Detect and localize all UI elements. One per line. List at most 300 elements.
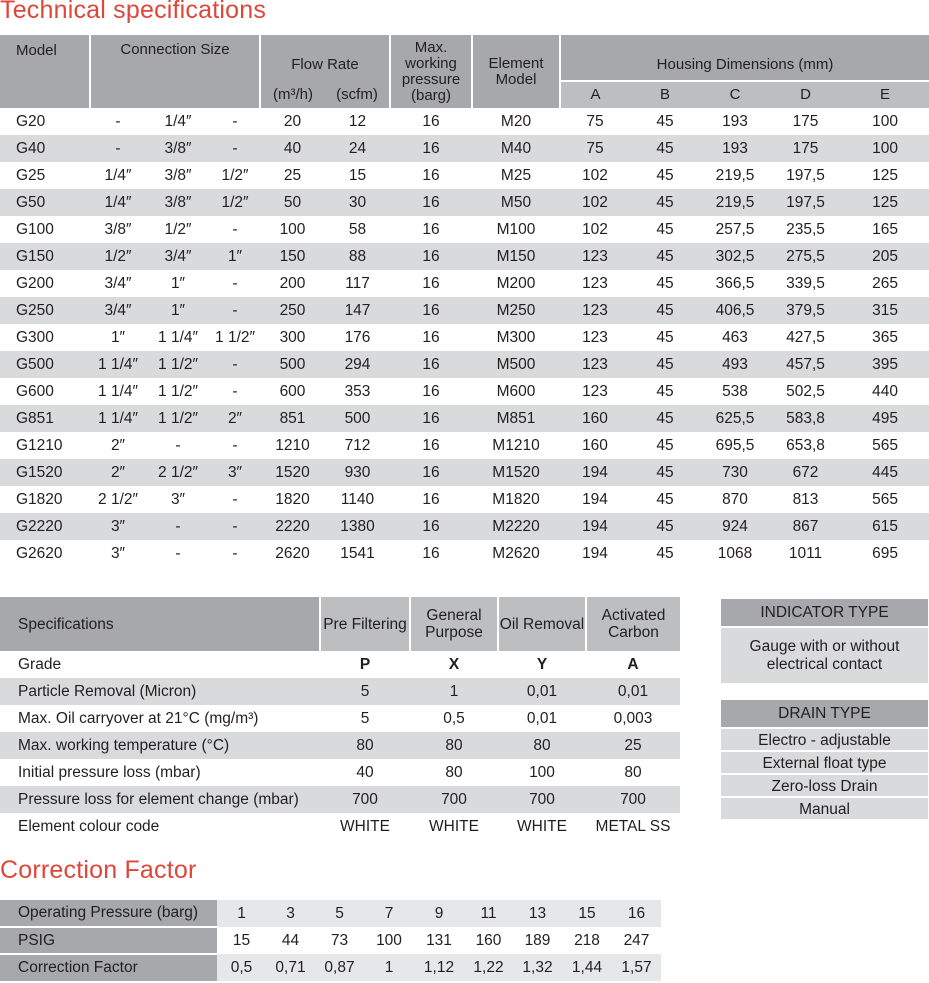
table-cell: 16 bbox=[422, 112, 440, 130]
table-cell: 1011 bbox=[788, 544, 823, 562]
table-row bbox=[0, 324, 929, 351]
table-cell: 265 bbox=[872, 274, 898, 292]
table-cell: 500 bbox=[325, 405, 390, 432]
table-cell: G20 bbox=[16, 112, 46, 130]
table-cell: - bbox=[232, 382, 238, 400]
table-cell: M851 bbox=[472, 405, 560, 432]
table-row bbox=[0, 297, 929, 324]
table-cell: 175 bbox=[770, 135, 841, 162]
table-row bbox=[0, 243, 929, 270]
page-title: Technical specifications bbox=[0, 0, 267, 24]
table-cell: 3/8″ bbox=[146, 135, 210, 162]
spec-value: 700 bbox=[410, 786, 498, 813]
table-cell: 58 bbox=[348, 220, 367, 238]
correction-value: 0,71 bbox=[266, 954, 315, 981]
table-cell: 30 bbox=[325, 189, 390, 216]
correction-value: 11 bbox=[464, 900, 513, 927]
table-cell: 24 bbox=[325, 135, 390, 162]
table-cell: 16 bbox=[422, 274, 440, 292]
table-row bbox=[0, 351, 929, 378]
table-cell: 125 bbox=[872, 166, 898, 184]
spec-value: 0,003 bbox=[613, 709, 653, 727]
filter-specifications-table bbox=[0, 597, 680, 840]
table-cell: 250 bbox=[260, 297, 325, 324]
table-cell: 45 bbox=[630, 297, 700, 324]
table-cell: 123 bbox=[582, 382, 608, 400]
table-cell: 1 1/4″ bbox=[90, 405, 146, 432]
correction-row bbox=[0, 927, 661, 954]
table-cell: 16 bbox=[390, 135, 472, 162]
table-cell: 88 bbox=[325, 243, 390, 270]
table-cell: 45 bbox=[630, 513, 700, 540]
table-cell: 440 bbox=[872, 382, 898, 400]
header-dim-a: A bbox=[560, 81, 630, 108]
table-cell: 3/4″ bbox=[146, 243, 210, 270]
spec-label: Max. Oil carryover at 21°C (mg/m³) bbox=[18, 709, 259, 727]
table-cell: 3/4″ bbox=[104, 274, 132, 292]
correction-label: Operating Pressure (barg) bbox=[0, 900, 217, 927]
table-cell: 219,5 bbox=[715, 166, 755, 184]
table-cell: 565 bbox=[872, 490, 898, 508]
spec-value: 700 bbox=[498, 786, 586, 813]
table-cell: 45 bbox=[630, 189, 700, 216]
table-cell: 1140 bbox=[340, 490, 375, 508]
correction-value: 7 bbox=[364, 900, 414, 927]
header-pressure: Max. working pressure (barg) bbox=[390, 35, 472, 108]
spec-header-activated-carbon: Activated Carbon bbox=[586, 597, 680, 651]
correction-value: 131 bbox=[414, 927, 464, 954]
table-cell: 45 bbox=[656, 436, 674, 454]
table-cell: 16 bbox=[422, 166, 440, 184]
table-cell: 75 bbox=[560, 135, 630, 162]
table-cell: 851 bbox=[260, 405, 325, 432]
table-cell: 930 bbox=[325, 459, 390, 486]
table-cell: 300 bbox=[279, 328, 306, 346]
correction-value: 0,87 bbox=[315, 954, 364, 981]
table-cell: 117 bbox=[345, 274, 370, 292]
table-cell: 16 bbox=[422, 382, 440, 400]
table-cell: 1 1/2″ bbox=[146, 351, 210, 378]
table-cell: 3/8″ bbox=[164, 166, 192, 184]
table-cell: M1210 bbox=[492, 436, 540, 454]
correction-value: 1,12 bbox=[414, 954, 464, 981]
table-cell: 1380 bbox=[325, 513, 390, 540]
table-cell: - bbox=[232, 490, 238, 508]
table-cell: 20 bbox=[283, 112, 302, 130]
table-cell: 12 bbox=[348, 112, 367, 130]
table-cell: 100 bbox=[279, 220, 306, 238]
table-cell: 1520 bbox=[260, 459, 325, 486]
table-cell: 257,5 bbox=[715, 220, 755, 238]
table-cell: M2220 bbox=[472, 513, 560, 540]
spec-value: X bbox=[448, 655, 460, 673]
header-connection-size: Connection Size bbox=[90, 35, 260, 108]
table-cell: 353 bbox=[344, 382, 371, 400]
table-cell: 123 bbox=[582, 328, 608, 346]
table-cell: 123 bbox=[560, 243, 630, 270]
table-row bbox=[0, 540, 929, 567]
drain-type-item: Zero-loss Drain bbox=[721, 773, 928, 796]
table-cell: 16 bbox=[422, 436, 440, 454]
table-cell: G25 bbox=[16, 166, 46, 184]
correction-value: 247 bbox=[612, 927, 661, 954]
table-row bbox=[0, 486, 929, 513]
spec-value: Y bbox=[536, 655, 548, 673]
table-cell: 3″ bbox=[90, 513, 146, 540]
table-row bbox=[0, 189, 929, 216]
table-cell: 1″ bbox=[110, 328, 126, 346]
spec-label: Max. working temperature (°C) bbox=[0, 732, 320, 759]
spec-value: 25 bbox=[586, 732, 680, 759]
table-cell: - bbox=[232, 274, 238, 292]
table-cell: 1 1/2″ bbox=[158, 382, 198, 400]
table-cell: G500 bbox=[0, 351, 90, 378]
table-cell: 2 1/2″ bbox=[98, 490, 138, 508]
table-cell: 538 bbox=[722, 382, 748, 400]
table-cell: 294 bbox=[325, 351, 390, 378]
table-cell: 502,5 bbox=[786, 382, 825, 400]
table-cell: 1210 bbox=[275, 436, 310, 454]
table-cell: G851 bbox=[0, 405, 90, 432]
table-row bbox=[0, 432, 929, 459]
table-cell: 1/2″ bbox=[221, 166, 249, 184]
table-cell: 583,8 bbox=[770, 405, 841, 432]
table-cell: 695,5 bbox=[715, 436, 755, 454]
table-cell: - bbox=[232, 544, 238, 562]
table-cell: 339,5 bbox=[786, 274, 825, 292]
header-housing-dimensions: Housing Dimensions (mm) bbox=[560, 35, 929, 81]
table-cell: 457,5 bbox=[770, 351, 841, 378]
table-cell: 3/8″ bbox=[146, 189, 210, 216]
table-cell: - bbox=[90, 135, 146, 162]
table-cell: 463 bbox=[722, 328, 748, 346]
table-cell: 193 bbox=[700, 135, 770, 162]
spec-value: WHITE bbox=[517, 817, 567, 835]
table-cell: M20 bbox=[500, 112, 532, 130]
table-cell: 194 bbox=[560, 513, 630, 540]
table-cell: 495 bbox=[841, 405, 929, 432]
table-cell: 1 1/2″ bbox=[146, 405, 210, 432]
table-cell: 100 bbox=[841, 135, 929, 162]
header-dim-c: C bbox=[700, 81, 770, 108]
table-cell: - bbox=[210, 297, 260, 324]
spec-row bbox=[0, 786, 680, 813]
technical-spec-table bbox=[0, 35, 929, 567]
correction-value: 16 bbox=[612, 900, 661, 927]
spec-value: 700 bbox=[586, 786, 680, 813]
spec-value: 1 bbox=[410, 678, 498, 705]
table-cell: 1820 bbox=[275, 490, 310, 508]
table-cell: M50 bbox=[472, 189, 560, 216]
table-cell: - bbox=[115, 112, 121, 130]
table-cell: 50 bbox=[260, 189, 325, 216]
table-cell: M100 bbox=[496, 220, 536, 238]
table-cell: 493 bbox=[700, 351, 770, 378]
table-cell: 45 bbox=[656, 382, 674, 400]
table-cell: 16 bbox=[390, 297, 472, 324]
table-cell: G1820 bbox=[16, 490, 63, 508]
table-cell: 565 bbox=[872, 436, 898, 454]
table-cell: 45 bbox=[630, 405, 700, 432]
spec-value: A bbox=[627, 655, 639, 673]
table-cell: G200 bbox=[16, 274, 54, 292]
table-cell: 366,5 bbox=[715, 274, 755, 292]
spec-value: 40 bbox=[356, 763, 374, 781]
table-cell: 1/2″ bbox=[90, 243, 146, 270]
spec-row bbox=[0, 651, 680, 678]
spec-value: 0,5 bbox=[443, 709, 465, 727]
table-cell: M300 bbox=[496, 328, 536, 346]
header-dim-e: E bbox=[841, 81, 929, 108]
table-cell: 2 1/2″ bbox=[146, 459, 210, 486]
table-cell: 500 bbox=[260, 351, 325, 378]
table-cell: 16 bbox=[390, 513, 472, 540]
table-cell: M150 bbox=[472, 243, 560, 270]
correction-value: 100 bbox=[364, 927, 414, 954]
correction-value: 218 bbox=[562, 927, 612, 954]
spec-value: P bbox=[359, 655, 371, 673]
table-cell: 193 bbox=[722, 112, 748, 130]
table-cell: M1820 bbox=[492, 490, 540, 508]
table-cell: 45 bbox=[656, 544, 674, 562]
drain-type-item: Manual bbox=[721, 796, 928, 819]
table-cell: G150 bbox=[0, 243, 90, 270]
correction-value: 1,32 bbox=[513, 954, 562, 981]
table-cell: 16 bbox=[390, 189, 472, 216]
table-cell: 2220 bbox=[260, 513, 325, 540]
table-cell: - bbox=[210, 351, 260, 378]
indicator-type-box bbox=[721, 599, 928, 683]
correction-label: Correction Factor bbox=[0, 954, 217, 981]
correction-row bbox=[0, 900, 661, 927]
table-cell: 45 bbox=[630, 243, 700, 270]
table-cell: 1″ bbox=[146, 297, 210, 324]
table-cell: 102 bbox=[582, 220, 608, 238]
table-cell: 2″ bbox=[210, 405, 260, 432]
spec-value: 0,01 bbox=[498, 678, 586, 705]
table-cell: 75 bbox=[586, 112, 604, 130]
table-cell: 194 bbox=[582, 490, 608, 508]
table-cell: 427,5 bbox=[786, 328, 825, 346]
table-cell: 712 bbox=[344, 436, 371, 454]
table-cell: 219,5 bbox=[700, 189, 770, 216]
spec-value: 80 bbox=[498, 732, 586, 759]
table-row bbox=[0, 108, 929, 135]
correction-factor-table bbox=[0, 900, 661, 981]
table-cell: 2″ bbox=[110, 436, 126, 454]
table-cell: 102 bbox=[560, 189, 630, 216]
table-cell: M2620 bbox=[492, 544, 540, 562]
header-model: Model bbox=[0, 35, 90, 108]
table-cell: 867 bbox=[770, 513, 841, 540]
correction-value: 15 bbox=[562, 900, 612, 927]
table-cell: 1 1/4″ bbox=[90, 351, 146, 378]
table-cell: 3/8″ bbox=[104, 220, 132, 238]
spec-value: WHITE bbox=[429, 817, 479, 835]
table-cell: - bbox=[210, 513, 260, 540]
table-cell: 160 bbox=[560, 405, 630, 432]
header-dim-b: B bbox=[630, 81, 700, 108]
table-cell: 615 bbox=[841, 513, 929, 540]
table-cell: 2620 bbox=[275, 544, 310, 562]
table-cell: M250 bbox=[472, 297, 560, 324]
table-cell: 730 bbox=[700, 459, 770, 486]
spec-header-pre-filtering: Pre Filtering bbox=[320, 597, 410, 651]
table-cell: 205 bbox=[841, 243, 929, 270]
spec-value: METAL SS bbox=[595, 817, 671, 835]
table-cell: 16 bbox=[390, 243, 472, 270]
table-cell: 1/2″ bbox=[164, 220, 192, 238]
table-cell: 16 bbox=[422, 544, 440, 562]
table-cell: 672 bbox=[770, 459, 841, 486]
spec-row bbox=[0, 732, 680, 759]
table-cell: 125 bbox=[841, 189, 929, 216]
table-row bbox=[0, 378, 929, 405]
spec-label: Particle Removal (Micron) bbox=[0, 678, 320, 705]
table-cell: 123 bbox=[582, 274, 608, 292]
table-cell: 16 bbox=[422, 490, 440, 508]
correction-value: 1,22 bbox=[464, 954, 513, 981]
spec-value: 80 bbox=[445, 763, 463, 781]
spec-value: 0,01 bbox=[586, 678, 680, 705]
table-cell: 3/4″ bbox=[90, 297, 146, 324]
table-cell: 147 bbox=[325, 297, 390, 324]
spec-label: Grade bbox=[18, 655, 62, 673]
table-row bbox=[0, 459, 929, 486]
correction-value: 1,44 bbox=[562, 954, 612, 981]
drain-type-box bbox=[721, 700, 928, 819]
correction-value: 3 bbox=[266, 900, 315, 927]
table-cell: 1/2″ bbox=[210, 189, 260, 216]
correction-value: 1,57 bbox=[612, 954, 661, 981]
spec-label: Element colour code bbox=[18, 817, 160, 835]
spec-value: WHITE bbox=[340, 817, 390, 835]
table-cell: 15 bbox=[348, 166, 367, 184]
table-cell: 275,5 bbox=[770, 243, 841, 270]
correction-label: PSIG bbox=[0, 927, 217, 954]
correction-value: 1 bbox=[217, 900, 266, 927]
correction-value: 15 bbox=[217, 927, 266, 954]
table-cell: 176 bbox=[344, 328, 371, 346]
table-cell: - bbox=[175, 544, 181, 562]
spec-row bbox=[0, 759, 680, 786]
table-cell: 16 bbox=[390, 459, 472, 486]
spec-header-general-purpose: General Purpose bbox=[410, 597, 498, 651]
correction-value: 9 bbox=[414, 900, 464, 927]
table-cell: 45 bbox=[630, 459, 700, 486]
table-cell: 197,5 bbox=[786, 166, 825, 184]
table-cell: 1 1/2″ bbox=[215, 328, 255, 346]
table-cell: 395 bbox=[841, 351, 929, 378]
table-row bbox=[0, 513, 929, 540]
table-cell: 100 bbox=[872, 112, 898, 130]
drain-type-title: DRAIN TYPE bbox=[721, 700, 928, 727]
correction-value: 0,5 bbox=[217, 954, 266, 981]
table-cell: 45 bbox=[630, 351, 700, 378]
table-cell: 16 bbox=[390, 405, 472, 432]
table-cell: 175 bbox=[792, 112, 819, 130]
spec-value: 100 bbox=[529, 763, 555, 781]
table-cell: G300 bbox=[16, 328, 54, 346]
spec-label: Initial pressure loss (mbar) bbox=[18, 763, 201, 781]
table-cell: 3″ bbox=[210, 459, 260, 486]
table-cell: 315 bbox=[841, 297, 929, 324]
table-cell: 45 bbox=[656, 112, 674, 130]
table-cell: - bbox=[232, 220, 238, 238]
table-cell: 160 bbox=[582, 436, 608, 454]
table-cell: 3″ bbox=[170, 490, 186, 508]
table-cell: 45 bbox=[656, 274, 674, 292]
table-cell: 1068 bbox=[717, 544, 753, 562]
spec-value: 80 bbox=[624, 763, 642, 781]
spec-header-oil-removal: Oil Removal bbox=[498, 597, 586, 651]
table-cell: 197,5 bbox=[770, 189, 841, 216]
table-cell: 1″ bbox=[210, 243, 260, 270]
table-cell: 16 bbox=[422, 328, 440, 346]
spec-header-label: Specifications bbox=[0, 597, 320, 651]
table-cell: 45 bbox=[656, 220, 674, 238]
table-cell: - bbox=[146, 513, 210, 540]
table-cell: 16 bbox=[390, 351, 472, 378]
table-cell: 406,5 bbox=[700, 297, 770, 324]
spec-row bbox=[0, 813, 680, 840]
table-cell: 365 bbox=[872, 328, 898, 346]
table-cell: 653,8 bbox=[786, 436, 825, 454]
table-cell: 123 bbox=[560, 297, 630, 324]
table-cell: 445 bbox=[841, 459, 929, 486]
table-cell: - bbox=[175, 436, 181, 454]
table-cell: G1210 bbox=[16, 436, 63, 454]
header-dim-d: D bbox=[770, 81, 841, 108]
spec-row bbox=[0, 705, 680, 732]
correction-value: 13 bbox=[513, 900, 562, 927]
table-cell: G600 bbox=[16, 382, 54, 400]
table-cell: M25 bbox=[500, 166, 532, 184]
drain-type-item: Electro - adjustable bbox=[721, 727, 928, 750]
table-cell: 102 bbox=[582, 166, 608, 184]
table-cell: 3″ bbox=[110, 544, 126, 562]
table-cell: 150 bbox=[260, 243, 325, 270]
spec-value: 700 bbox=[320, 786, 410, 813]
spec-row bbox=[0, 678, 680, 705]
table-cell: 813 bbox=[792, 490, 819, 508]
table-cell: 45 bbox=[656, 166, 674, 184]
spec-value: 5 bbox=[360, 709, 370, 727]
table-cell: M1520 bbox=[472, 459, 560, 486]
header-flow-rate: Flow Rate bbox=[260, 35, 390, 81]
table-row bbox=[0, 270, 929, 297]
table-cell: 45 bbox=[656, 490, 674, 508]
spec-value: 5 bbox=[320, 678, 410, 705]
table-cell: 123 bbox=[560, 351, 630, 378]
table-row bbox=[0, 162, 929, 189]
table-cell: 379,5 bbox=[770, 297, 841, 324]
table-cell: 165 bbox=[872, 220, 898, 238]
correction-value: 5 bbox=[315, 900, 364, 927]
table-cell: M200 bbox=[496, 274, 536, 292]
spec-label: Pressure loss for element change (mbar) bbox=[0, 786, 320, 813]
table-cell: - bbox=[232, 112, 238, 130]
table-cell: M40 bbox=[472, 135, 560, 162]
table-cell: - bbox=[210, 135, 260, 162]
table-cell: G1520 bbox=[0, 459, 90, 486]
drain-type-item: External float type bbox=[721, 750, 928, 773]
table-cell: 1 1/4″ bbox=[158, 328, 198, 346]
table-cell: M600 bbox=[496, 382, 536, 400]
spec-value: 0,01 bbox=[526, 709, 558, 727]
table-cell: 924 bbox=[700, 513, 770, 540]
table-cell: 870 bbox=[722, 490, 748, 508]
